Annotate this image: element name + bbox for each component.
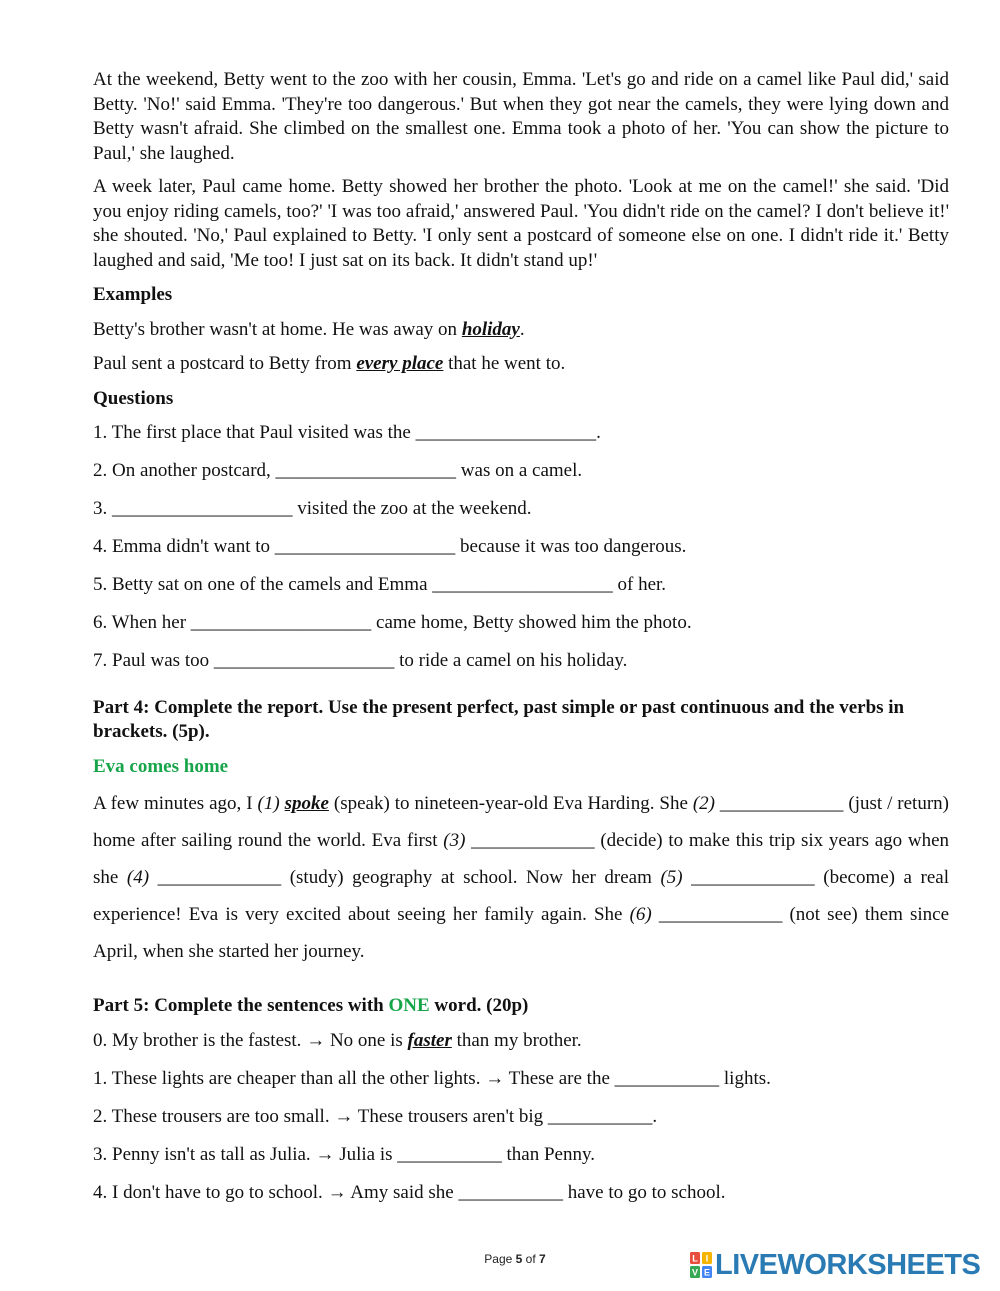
example-2-answer: every place	[356, 353, 444, 374]
part5-answer-0: faster	[407, 1029, 452, 1051]
part4-report[interactable]: A few minutes ago, I (1) spoke (speak) to nineteen-year-old Eva Harding. She (2) _____________ (just / return) home after sailing round the world. Eva first (3) _____________ (decide) to make this trip six years ago when she (4) _____________ (study) geography at school. Now her dream (5) _____________ (become) a real experience! Eva is very excited about seeing her family again. She (6) _____________ (not see) them since April, when she started her journey.	[93, 793, 950, 962]
part5-heading: Part 5: Complete the sentences with ONE word. (20p)	[93, 995, 529, 1016]
arrow-icon: →	[306, 1029, 326, 1051]
part5-sentence-1[interactable]: 1. These lights are cheaper than all the other lights. → These are the ___________ lights.	[93, 1067, 771, 1089]
page-number: Page 5 of 7	[484, 1252, 546, 1266]
arrow-icon: →	[327, 1181, 347, 1203]
svg-text:V: V	[691, 1267, 699, 1278]
worksheet-page	[93, 68, 949, 1219]
svg-text:I: I	[705, 1253, 709, 1264]
arrow-icon: →	[334, 1105, 354, 1127]
question-4[interactable]: 4. Emma didn't want to ___________________ because it was too dangerous.	[93, 536, 687, 557]
question-1[interactable]: 1. The first place that Paul visited was the ___________________.	[93, 422, 601, 443]
question-5[interactable]: 5. Betty sat on one of the camels and Emma ___________________ of her.	[93, 574, 667, 595]
arrow-icon: →	[315, 1143, 335, 1165]
example-1-answer: holiday	[461, 318, 520, 340]
liveworksheets-logo	[690, 1248, 980, 1282]
example-2: Paul sent a postcard to Betty from every place that he went to.	[93, 353, 566, 374]
liveworksheets-logo-icon	[690, 1252, 712, 1278]
story-paragraph-1: At the weekend, Betty went to the zoo with her cousin, Emma. 'Let's go and ride on a camel like Paul did,' said Betty. 'No!' said Emma. 'They're too dangerous.' But when they got near the camels, they were lying down and Betty wasn't afraid. She climbed on the smallest one. Emma took a photo of her. 'You can show the picture to Paul,' she laughed.	[93, 69, 949, 164]
svg-text:L: L	[692, 1253, 698, 1264]
questions-label: Questions	[93, 387, 174, 409]
question-3[interactable]: 3. ___________________ visited the zoo at the weekend.	[93, 498, 532, 519]
part5-sentence-0: 0. My brother is the fastest. → No one is faster than my brother.	[93, 1029, 582, 1051]
svg-text:E: E	[703, 1267, 711, 1278]
example-1: Betty's brother wasn't at home. He was away on holiday.	[93, 318, 525, 340]
story-paragraph-2: A week later, Paul came home. Betty showed her brother the photo. 'Look at me on the camel!' she said. 'Did you enjoy riding camels, too?' 'I was too afraid,' answered Paul. 'You didn't ride on the camel? I don't believe it!' she shouted. 'No,' Paul explained to Betty. 'I only sent a postcard of someone else on one. I didn't ride it.' Betty laughed and said, 'Me too! I just sat on its back. It didn't stand up!'	[93, 176, 949, 271]
part4-answer-1: spoke	[284, 793, 329, 814]
part5-sentence-4[interactable]: 4. I don't have to go to school. → Amy said she ___________ have to go to school.	[93, 1181, 726, 1203]
arrow-icon: →	[485, 1067, 505, 1089]
part5-sentence-2[interactable]: 2. These trousers are too small. → These trousers aren't big ___________.	[93, 1105, 658, 1127]
part4-story-title: Eva comes home	[93, 755, 229, 777]
question-6[interactable]: 6. When her ___________________ came home, Betty showed him the photo.	[93, 612, 692, 633]
part5-sentence-3[interactable]: 3. Penny isn't as tall as Julia. → Julia is ___________ than Penny.	[93, 1143, 595, 1165]
question-2[interactable]: 2. On another postcard, ___________________ was on a camel.	[93, 460, 583, 481]
part4-heading: Part 4: Complete the report. Use the present perfect, past simple or past continuous and the verbs in brackets. (5p).	[93, 696, 905, 742]
examples-label: Examples	[93, 284, 173, 305]
question-7[interactable]: 7. Paul was too ___________________ to ride a camel on his holiday.	[93, 650, 628, 671]
liveworksheets-logo-text: LIVEWORKSHEETS	[715, 1248, 981, 1281]
